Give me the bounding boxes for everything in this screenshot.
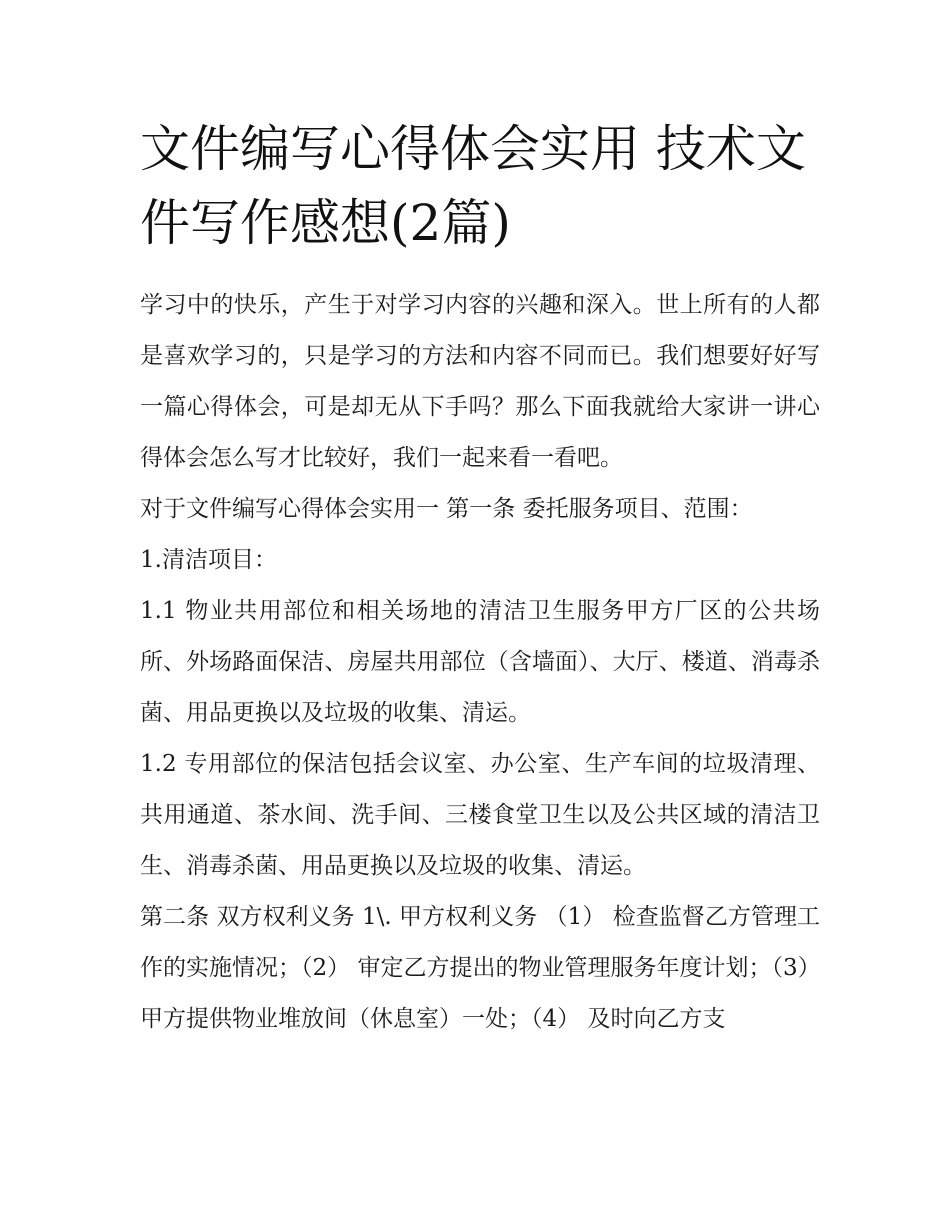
document-body [140, 280, 820, 1045]
paragraph-continued: 甲方提供物业堆放间（休息室）一处；（4） 及时向乙方支 [140, 1006, 726, 1032]
paragraph-clean-items: 1.清洁项目： [140, 547, 277, 573]
paragraph-article-2: 第二条 双方权利义务 1\. 甲方权利义务 （1） 检查监督乙方管理工作的实施情况；（2） 审定乙方提出的物业管理服务年度计划；（3） [140, 904, 821, 981]
document-title: 文件编写心得体会实用 技术文件写作感想(2篇) [140, 120, 806, 252]
paragraph-section-intro: 对于文件编写心得体会实用一 第一条 委托服务项目、范围： [140, 496, 753, 522]
paragraph-intro: 学习中的快乐，产生于对学习内容的兴趣和深入。世上所有的人都是喜欢学习的，只是学习的方法和内容不同而已。我们想要好好写一篇心得体会，可是却无从下手吗？那么下面我就给大家讲一讲心得体会怎么写才比较好，我们一起来看一看吧。 [140, 292, 820, 471]
paragraph-item-1-1: 1.1 物业共用部位和相关场地的清洁卫生服务甲方厂区的公共场所、外场路面保洁、房屋共用部位（含墙面）、大厅、楼道、消毒杀菌、用品更换以及垃圾的收集、清运。 [140, 598, 820, 726]
paragraph-item-1-2: 1.2 专用部位的保洁包括会议室、办公室、生产车间的垃圾清理、共用通道、茶水间、洗手间、三楼食堂卫生以及公共区域的清洁卫生、消毒杀菌、用品更换以及垃圾的收集、清运。 [140, 751, 820, 879]
